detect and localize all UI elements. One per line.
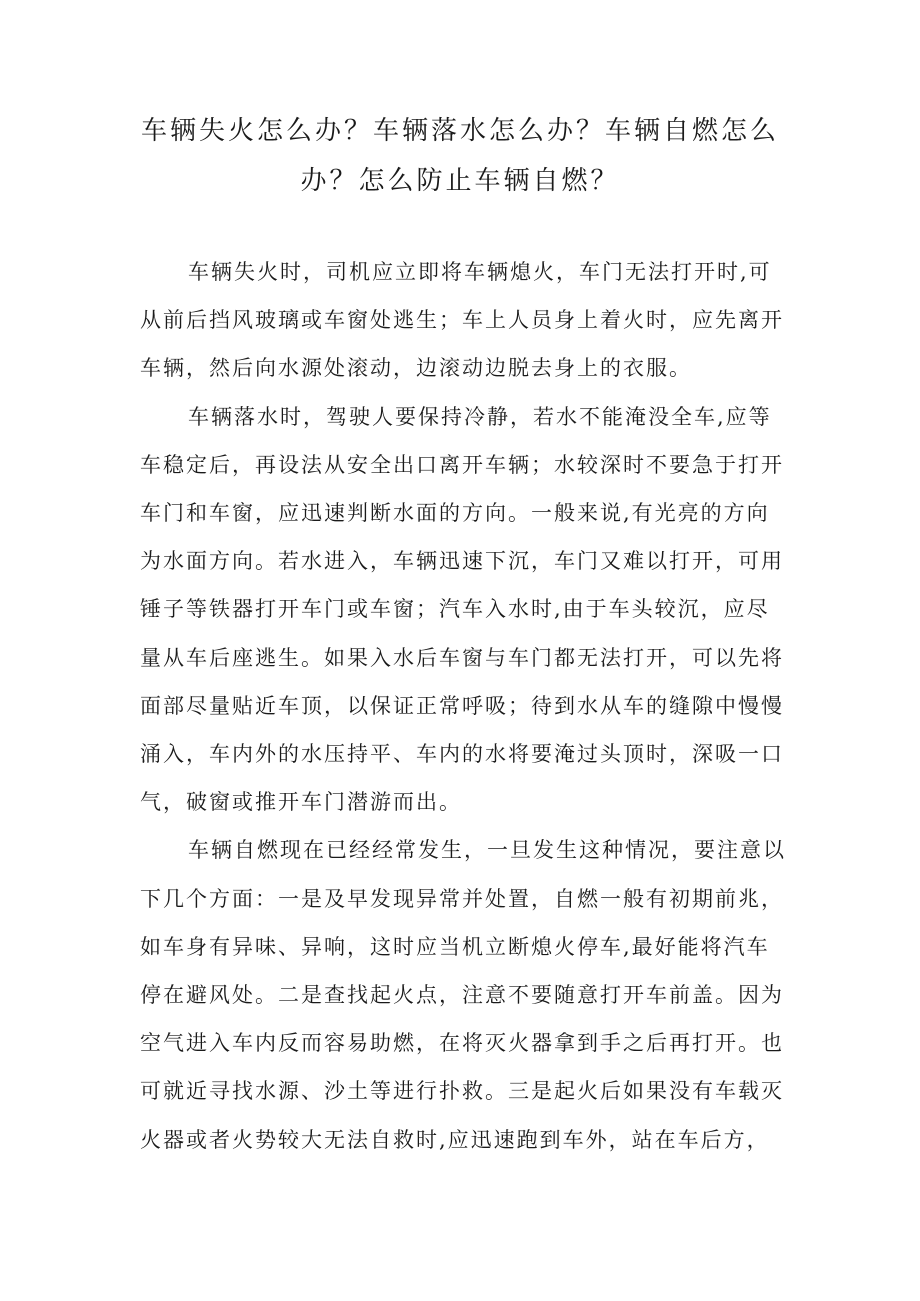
paragraph-line: 空气进入车内反而容易助燃，在将灭火器拿到手之后再打开。也: [140, 1031, 784, 1056]
paragraph-line: 车辆落水时，驾驶人要保持冷静，若水不能淹没全车,应等: [188, 404, 772, 429]
paragraph-line: 如车身有异味、异响，这时应当机立断熄火停车,最好能将汽车: [140, 934, 770, 959]
paragraph-vehicle-in-water: [140, 393, 788, 827]
paragraph-line: 气，破窗或推开车门潜游而出。: [140, 790, 462, 815]
paragraph-line: 火器或者火势较大无法自救时,应迅速跑到车外，站在车后方，: [140, 1127, 770, 1152]
paragraph-line: 涌入，车内外的水压持平、车内的水将要淹过头顶时，深吸一口: [140, 742, 784, 767]
paragraph-line: 车辆，然后向水源处滚动，边滚动边脱去身上的衣服。: [140, 356, 692, 381]
paragraph-line: 锤子等铁器打开车门或车窗；汽车入水时,由于车头较沉，应尽: [140, 597, 770, 622]
title-line: 办？怎么防止车辆自燃？: [300, 166, 620, 196]
paragraph-vehicle-fire: [140, 248, 788, 393]
document-title: [140, 106, 780, 206]
paragraph-spontaneous-combustion: [140, 826, 788, 1163]
title-line: 车辆失火怎么办？车辆落水怎么办？车辆自燃怎么: [140, 116, 779, 146]
paragraph-line: 从前后挡风玻璃或车窗处逃生；车上人员身上着火时，应先离开: [140, 308, 784, 333]
paragraph-line: 下几个方面：一是及早发现异常并处置，自燃一般有初期前兆，: [140, 886, 784, 911]
paragraph-line: 可就近寻找水源、沙土等进行扑救。三是起火后如果没有车载灭: [140, 1079, 784, 1104]
paragraph-line: 车辆失火时，司机应立即将车辆熄火，车门无法打开时,可: [188, 260, 772, 284]
paragraph-line: 为水面方向。若水进入，车辆迅速下沉，车门又难以打开，可用: [140, 549, 784, 574]
paragraph-line: 车辆自燃现在已经经常发生，一旦发生这种情况，要注意以: [188, 838, 786, 863]
paragraph-line: 车稳定后，再设法从安全出口离开车辆；水较深时不要急于打开: [140, 452, 784, 477]
paragraph-line: 停在避风处。二是查找起火点，注意不要随意打开车前盖。因为: [140, 983, 784, 1008]
document-body: [140, 248, 788, 1164]
paragraph-line: 车门和车窗，应迅速判断水面的方向。一般来说,有光亮的方向: [140, 501, 770, 526]
paragraph-line: 面部尽量贴近车顶，以保证正常呼吸；待到水从车的缝隙中慢慢: [140, 693, 784, 718]
paragraph-line: 量从车后座逃生。如果入水后车窗与车门都无法打开，可以先将: [140, 645, 784, 670]
